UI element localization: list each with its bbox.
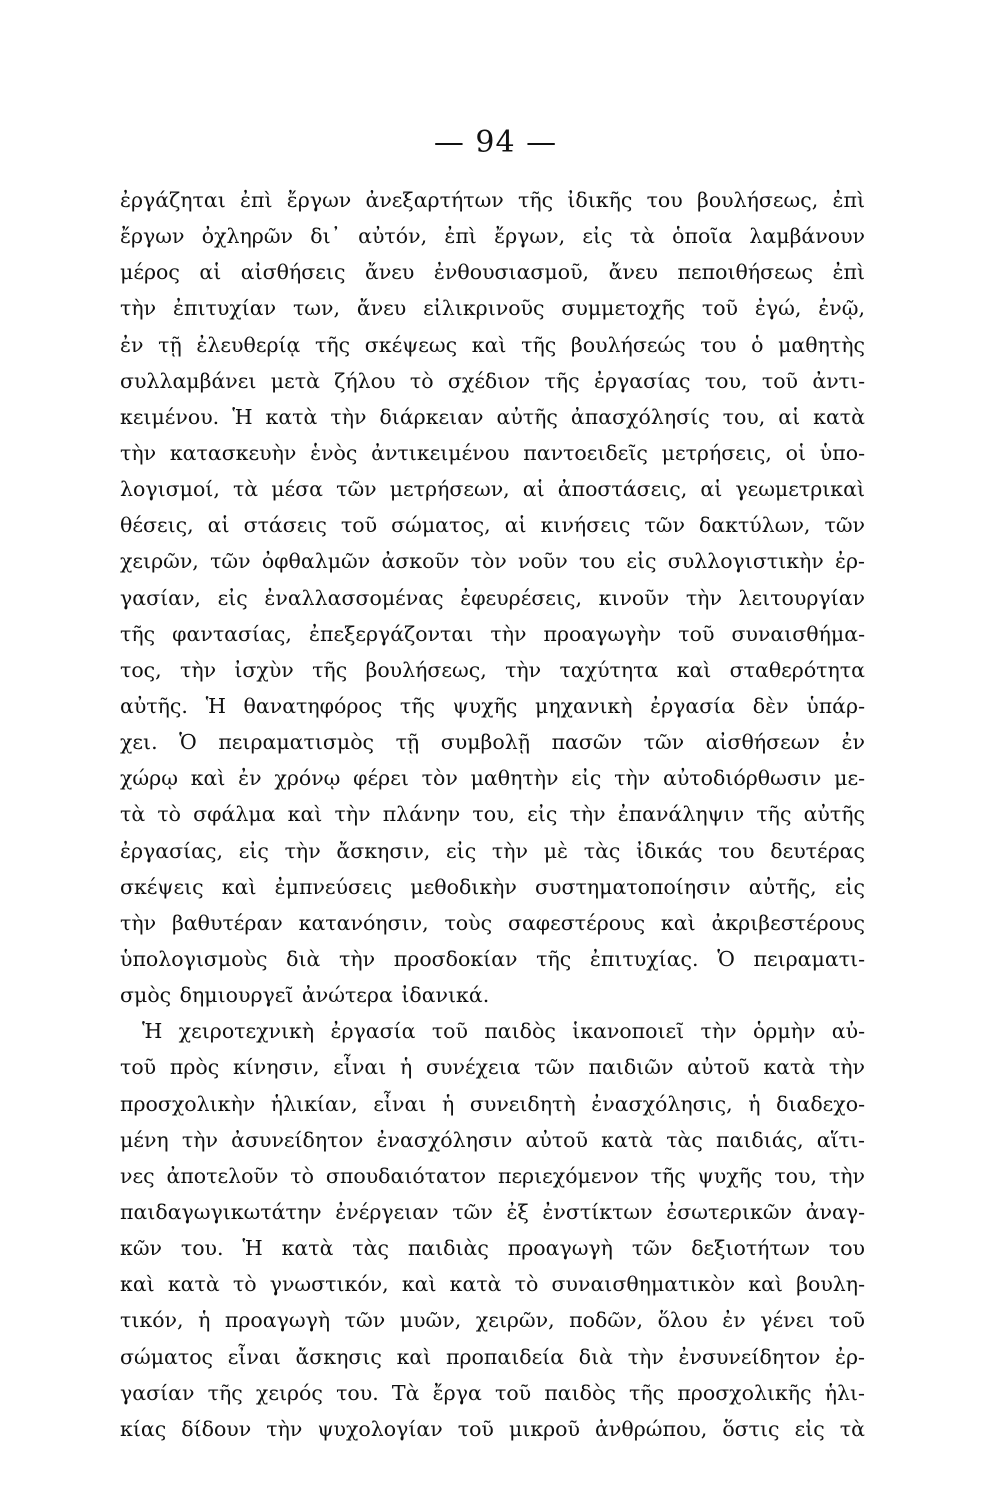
text-line: συλλαμβάνει μετὰ ζήλου τὸ σχέδιον τῆς ἐργασίας του, τοῦ ἀντι- [120,368,865,393]
text-line: λογισμοί, τὰ μέσα τῶν μετρήσεων, αἱ ἀποστάσεις, αἱ γεωμετρικαὶ [120,477,865,502]
page-number: — 94 — [433,125,558,160]
paragraph-end-line: σμὸς δημιουργεῖ ἀνώτερα ἰδανικά. [120,983,490,1008]
text-line: γασίαν, εἰς ἐναλλασσομένας ἐφευρέσεις, κινοῦν τὴν λειτουργίαν [120,585,865,610]
text-line: μένη τὴν ἀσυνείδητον ἐνασχόλησιν αὐτοῦ κατὰ τὰς παιδιάς, αἵτι- [120,1127,865,1152]
text-line: νες ἀποτελοῦν τὸ σπουδαιότατον περιεχόμενον τῆς ψυχῆς του, τὴν [120,1163,865,1188]
text-line: κίας δίδουν τὴν ψυχολογίαν τοῦ μικροῦ ἀνθρώπου, ὅστις εἰς τὰ [120,1416,865,1441]
text-line: ἐργασίας, εἰς τὴν ἄσκησιν, εἰς τὴν μὲ τὰς ἰδικάς του δευτέρας [120,838,865,863]
text-line: τὴν βαθυτέραν κατανόησιν, τοὺς σαφεστέρους καὶ ἀκριβεστέρους [120,910,865,935]
text-line: χώρῳ καὶ ἐν χρόνῳ φέρει τὸν μαθητὴν εἰς τὴν αὐτοδιόρθωσιν με- [120,766,865,791]
text-line: τὴν ἐπιτυχίαν των, ἄνευ εἰλικρινοῦς συμμετοχῆς τοῦ ἐγώ, ἐνῷ, [120,296,865,321]
text-line: κειμένου. Ἡ κατὰ τὴν διάρκειαν αὐτῆς ἀπασχόλησίς του, αἱ κατὰ [120,404,865,429]
text-line: ὑπολογισμοὺς διὰ τὴν προσδοκίαν τῆς ἐπιτυχίας. Ὁ πειραματι- [120,946,865,971]
text-line: ἔργων ὀχληρῶν δι᾽ αὐτόν, ἐπὶ ἔργων, εἰς τὰ ὁποῖα λαμβάνουν [120,224,865,249]
text-line: τὰ τὸ σφάλμα καὶ τὴν πλάνην του, εἰς τὴν ἐπανάληψιν τῆς αὐτῆς [120,802,865,827]
text-line: τικόν, ἡ προαγωγὴ τῶν μυῶν, χειρῶν, ποδῶν, ὅλου ἐν γένει τοῦ [120,1308,865,1333]
text-line: καὶ κατὰ τὸ γνωστικόν, καὶ κατὰ τὸ συναισθηματικὸν καὶ βουλη- [120,1272,865,1297]
text-line: κῶν του. Ἡ κατὰ τὰς παιδιὰς προαγωγὴ τῶν δεξιοτήτων του [120,1236,865,1261]
text-line: τοῦ πρὸς κίνησιν, εἶναι ἡ συνέχεια τῶν παιδιῶν αὐτοῦ κατὰ τὴν [120,1055,865,1080]
text-line: θέσεις, αἱ στάσεις τοῦ σώματος, αἱ κινήσεις τῶν δακτύλων, τῶν [120,513,865,538]
text-line: ἐργάζηται ἐπὶ ἔργων ἀνεξαρτήτων τῆς ἰδικῆς του βουλήσεως, ἐπὶ [120,188,865,212]
paragraph-start-line: Ἡ χειροτεχνικὴ ἐργασία τοῦ παιδὸς ἱκανοποιεῖ τὴν ὁρμὴν αὐ- [142,1019,865,1044]
text-line: ἐν τῇ ἐλευθερίᾳ τῆς σκέψεως καὶ τῆς βουλήσεώς του ὁ μαθητὴς [120,332,865,357]
text-line: τος, τὴν ἰσχὺν τῆς βουλήσεως, τὴν ταχύτητα καὶ σταθερότητα [120,657,865,682]
text-line: παιδαγωγικωτάτην ἐνέργειαν τῶν ἐξ ἐνστίκτων ἐσωτερικῶν ἀναγ- [120,1199,865,1224]
text-line: τῆς φαντασίας, ἐπεξεργάζονται τὴν προαγωγὴν τοῦ συναισθήμα- [120,621,865,646]
text-line: σώματος εἶναι ἄσκησις καὶ προπαιδεία διὰ τὴν ἐνσυνείδητον ἐρ- [120,1344,865,1369]
text-line: προσχολικὴν ἡλικίαν, εἶναι ἡ συνειδητὴ ἐνασχόλησις, ἡ διαδεχο- [120,1091,865,1116]
text-line: χει. Ὁ πειραματισμὸς τῇ συμβολῇ πασῶν τῶν αἰσθήσεων ἐν [120,730,865,755]
text-line: αὐτῆς. Ἡ θανατηφόρος τῆς ψυχῆς μηχανικὴ ἐργασία δὲν ὑπάρ- [120,693,865,718]
text-line: γασίαν τῆς χειρός του. Τὰ ἔργα τοῦ παιδὸς τῆς προσχολικῆς ἡλι- [120,1380,865,1405]
text-line: χειρῶν, τῶν ὀφθαλμῶν ἀσκοῦν τὸν νοῦν του εἰς συλλογιστικὴν ἐρ- [120,549,865,574]
text-line: μέρος αἱ αἰσθήσεις ἄνευ ἐνθουσιασμοῦ, ἄνευ πεποιθήσεως ἐπὶ [120,260,865,285]
text-line: σκέψεις καὶ ἐμπνεύσεις μεθοδικὴν συστηματοποίησιν αὐτῆς, εἰς [120,874,865,899]
text-line: τὴν κατασκευὴν ἑνὸς ἀντικειμένου παντοειδεῖς μετρήσεις, οἱ ὑπο- [120,440,865,465]
body-text [120,182,865,1447]
